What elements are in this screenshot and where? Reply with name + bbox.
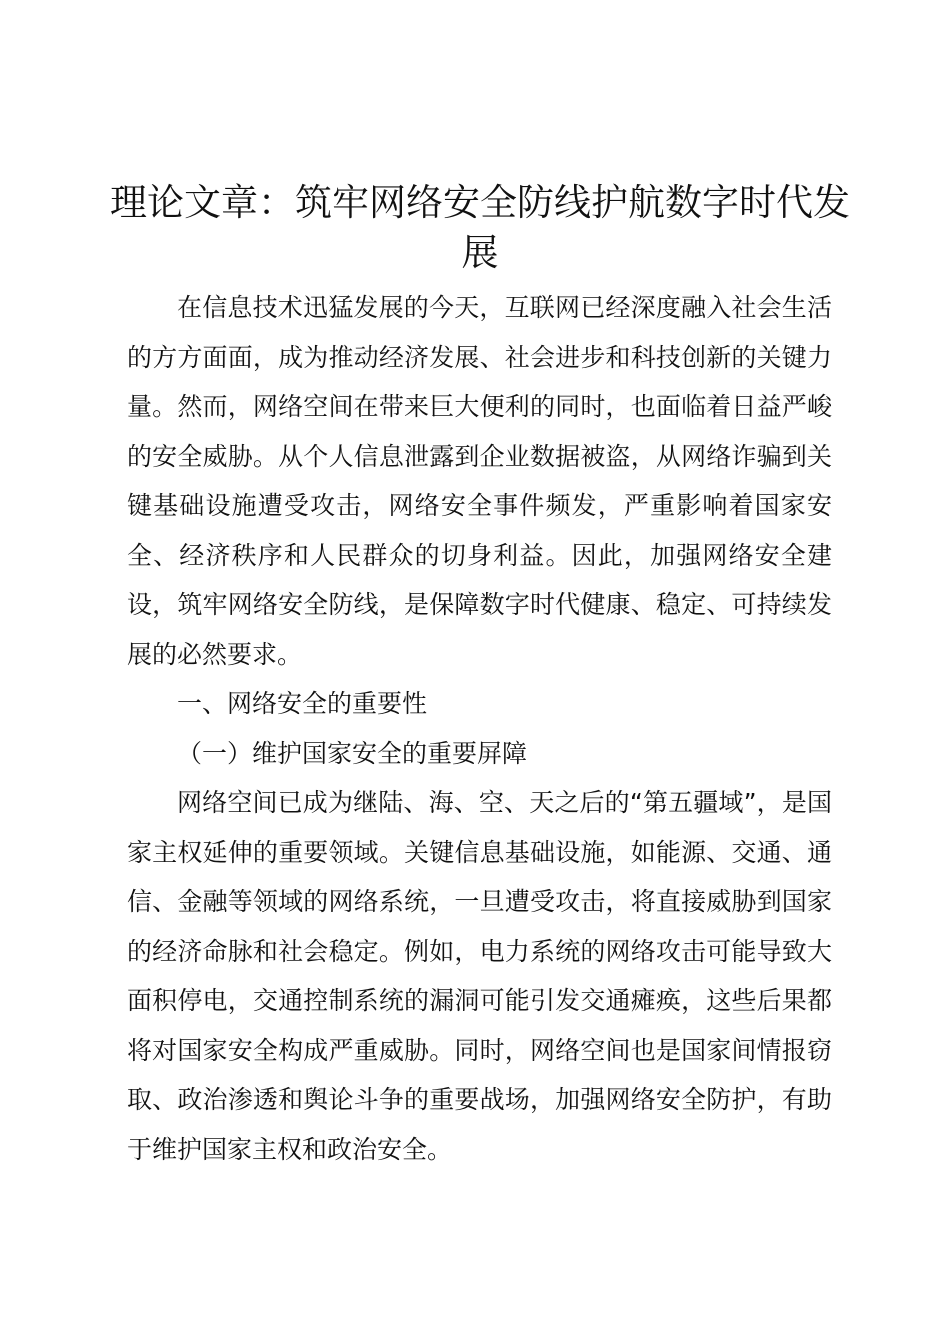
document-body bbox=[127, 283, 832, 1174]
intro-paragraph: 在信息技术迅猛发展的今天，互联网已经深度融入社会生活的方方面面，成为推动经济发展、社会进步和科技创新的关键力量。然而，网络空间在带来巨大便利的同时，也面临着日益严峻的安全威胁。从个人信息泄露到企业数据被盗，从网络诈骗到关键基础设施遭受攻击，网络安全事件频发，严重影响着国家安全、经济秩序和人民群众的切身利益。因此，加强网络安全建设，筑牢网络安全防线，是保障数字时代健康、稳定、可持续发展的必然要求。 bbox=[127, 293, 832, 669]
subsection-paragraph: 网络空间已成为继陆、海、空、天之后的“第五疆域”，是国家主权延伸的重要领域。关键信息基础设施，如能源、交通、通信、金融等领域的网络系统，一旦遭受攻击，将直接威胁到国家的经济命脉和社会稳定。例如，电力系统的网络攻击可能导致大面积停电，交通控制系统的漏洞可能引发交通瘫痪，这些后果都将对国家安全构成严重威胁。同时，网络空间也是国家间情报窃取、政治渗透和舆论斗争的重要战场，加强网络安全防护，有助于维护国家主权和政治安全。 bbox=[127, 788, 832, 1164]
section-heading: 一、网络安全的重要性 bbox=[177, 689, 428, 718]
subsection-heading: （一）维护国家安全的重要屏障 bbox=[177, 738, 528, 768]
document-title: 理论文章：筑牢网络安全防线护航数字时代发展 bbox=[110, 181, 850, 274]
